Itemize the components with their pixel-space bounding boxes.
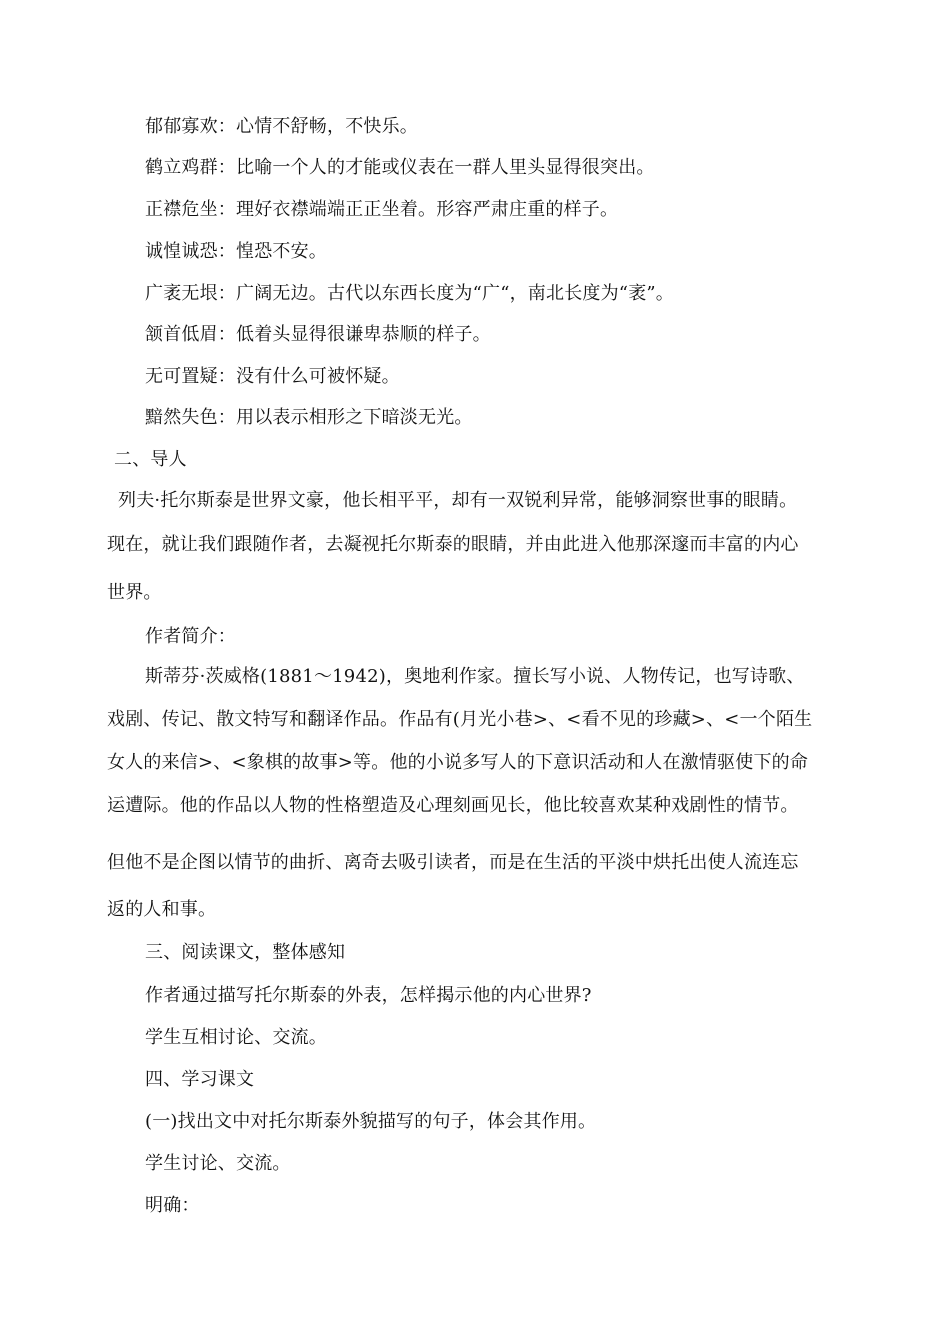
section-heading: 四、学习课文 — [145, 1069, 255, 1090]
intro-paragraph-line: 现在，就让我们跟随作者，去凝视托尔斯泰的眼睛，并由此进入他那深邃而丰富的内心 — [107, 534, 799, 555]
task-text: (一)找出文中对托尔斯泰外貌描写的句子，体会其作用。 — [145, 1111, 597, 1132]
author-bio-line: 返的人和事。 — [107, 899, 217, 920]
author-bio-line: 但他不是企图以情节的曲折、离奇去吸引读者，而是在生活的平淡中烘托出使人流连忘 — [107, 852, 799, 873]
author-bio-line: 女人的来信>、<象棋的故事>等。他的小说多写人的下意识活动和人在激情驱使下的命 — [107, 752, 809, 773]
section-heading: 三、阅读课文，整体感知 — [145, 942, 346, 963]
author-bio-line: 戏剧、传记、散文特写和翻译作品。作品有(月光小巷>、<看不见的珍藏>、<一个陌生 — [107, 709, 813, 730]
activity-text: 学生讨论、交流。 — [145, 1153, 291, 1174]
intro-paragraph-line: 列夫·托尔斯泰是世界文豪，他长相平平，却有一双锐利异常，能够洞察世事的眼睛。 — [118, 490, 798, 511]
intro-paragraph-line: 世界。 — [107, 582, 162, 603]
clarify-label: 明确： — [145, 1195, 200, 1216]
question-text: 作者通过描写托尔斯泰的外表，怎样揭示他的内心世界? — [145, 985, 592, 1006]
author-heading: 作者简介： — [145, 626, 236, 647]
vocab-entry: 鹤立鸡群：比喻一个人的才能或仪表在一群人里头显得很突出。 — [145, 157, 655, 178]
author-bio-line: 运遭际。他的作品以人物的性格塑造及心理刻画见长，他比较喜欢某种戏剧性的情节。 — [107, 795, 799, 816]
vocab-entry: 诚惶诚恐：惶恐不安。 — [145, 241, 327, 262]
author-bio-line: 斯蒂芬·茨威格(1881～1942)，奥地利作家。擅长写小说、人物传记，也写诗歌、 — [145, 666, 805, 687]
section-heading: 二、导人 — [114, 449, 187, 470]
vocab-entry: 广袤无垠：广阔无边。古代以东西长度为“广“，南北长度为“袤”。 — [145, 283, 675, 304]
vocab-entry: 无可置疑：没有什么可被怀疑。 — [145, 366, 400, 387]
vocab-entry: 郁郁寡欢：心情不舒畅，不快乐。 — [145, 116, 418, 137]
activity-text: 学生互相讨论、交流。 — [145, 1027, 327, 1048]
vocab-entry: 正襟危坐：理好衣襟端端正正坐着。形容严肃庄重的样子。 — [145, 199, 619, 220]
vocab-entry: 颔首低眉：低着头显得很谦卑恭顺的样子。 — [145, 324, 491, 345]
vocab-entry: 黯然失色：用以表示相形之下暗淡无光。 — [145, 407, 473, 428]
